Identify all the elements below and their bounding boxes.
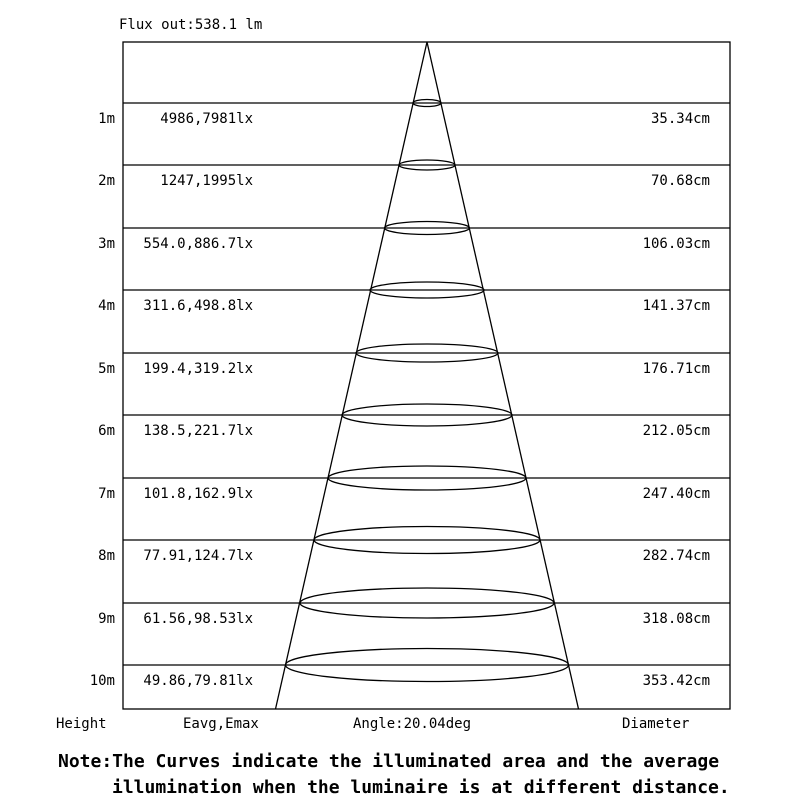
footer-angle-label: Angle:20.04deg — [353, 716, 472, 732]
row-eavg-5m: 199.4,319.2lx — [143, 361, 253, 377]
row-diameter-7m: 247.40cm — [642, 486, 710, 502]
row-eavg-8m: 77.91,124.7lx — [143, 548, 253, 564]
row-eavg-3m: 554.0,886.7lx — [143, 236, 253, 252]
row-eavg-9m: 61.56,98.53lx — [143, 611, 253, 627]
footer-eavg-label: Eavg,Emax — [183, 716, 259, 732]
row-height-6m: 6m — [98, 423, 115, 439]
footer-height-label: Height — [56, 716, 107, 732]
row-height-7m: 7m — [98, 486, 115, 502]
row-height-4m: 4m — [98, 298, 115, 314]
note-line-1: Note:The Curves indicate the illuminated area and the average — [58, 751, 720, 772]
row-height-10m: 10m — [89, 673, 115, 689]
row-diameter-9m: 318.08cm — [642, 611, 710, 627]
row-height-5m: 5m — [98, 361, 115, 377]
row-diameter-6m: 212.05cm — [642, 423, 710, 439]
row-height-2m: 2m — [98, 173, 115, 189]
row-eavg-6m: 138.5,221.7lx — [143, 423, 253, 439]
row-diameter-5m: 176.71cm — [642, 361, 710, 377]
row-eavg-2m: 1247,1995lx — [160, 173, 253, 189]
row-height-1m: 1m — [98, 111, 115, 127]
row-diameter-3m: 106.03cm — [642, 236, 710, 252]
row-height-3m: 3m — [98, 236, 115, 252]
row-diameter-10m: 353.42cm — [642, 673, 710, 689]
row-height-8m: 8m — [98, 548, 115, 564]
beam-edge-left — [276, 42, 428, 709]
row-diameter-1m: 35.34cm — [650, 111, 710, 127]
note-line-2: illumination when the luminaire is at different distance. — [112, 777, 730, 798]
flux-out-title: Flux out:538.1 lm — [119, 17, 263, 33]
row-eavg-1m: 4986,7981lx — [160, 111, 253, 127]
row-height-9m: 9m — [98, 611, 115, 627]
row-eavg-7m: 101.8,162.9lx — [143, 486, 253, 502]
row-eavg-10m: 49.86,79.81lx — [143, 673, 253, 689]
row-eavg-4m: 311.6,498.8lx — [143, 298, 253, 314]
footer-diameter-label: Diameter — [622, 716, 690, 732]
row-diameter-8m: 282.74cm — [642, 548, 710, 564]
row-diameter-4m: 141.37cm — [642, 298, 710, 314]
row-diameter-2m: 70.68cm — [650, 173, 710, 189]
